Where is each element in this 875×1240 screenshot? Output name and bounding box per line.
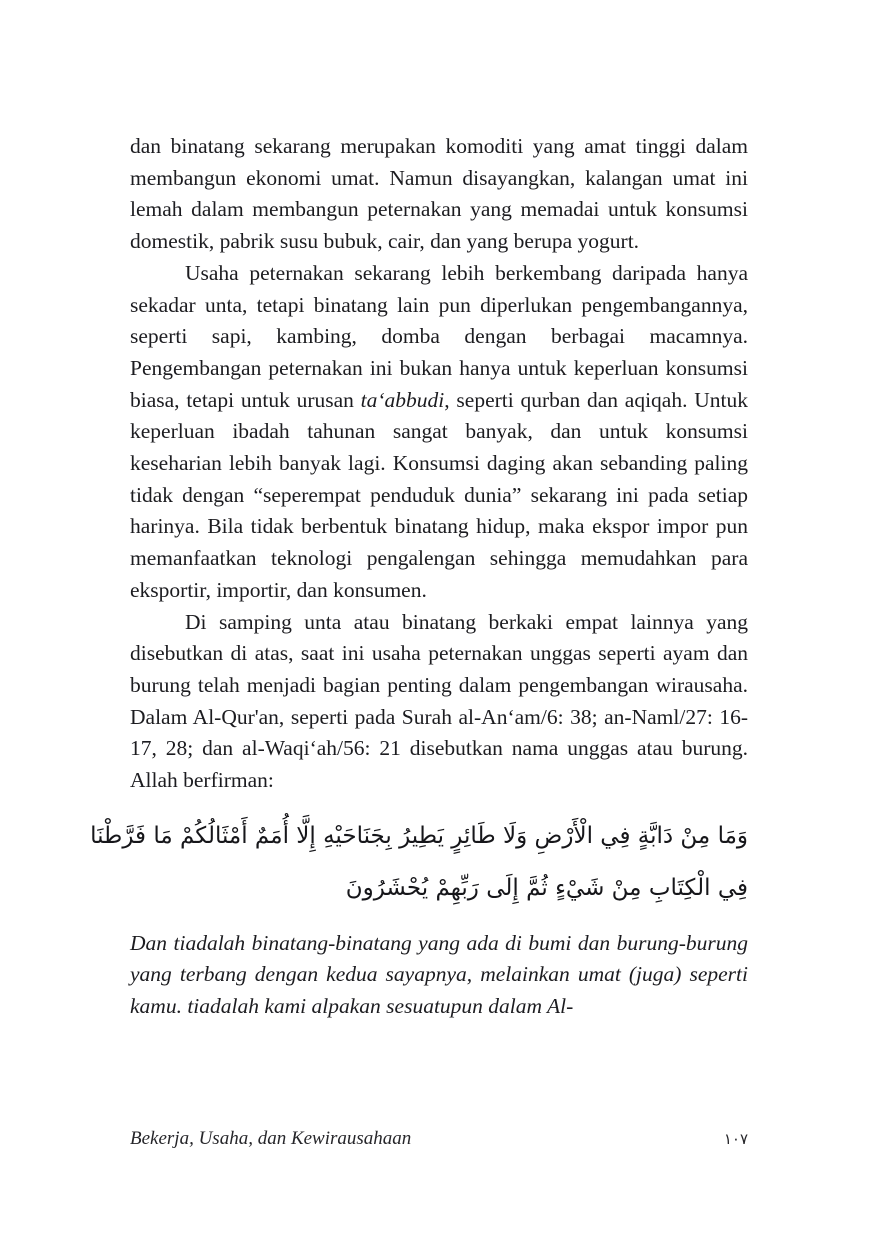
arabic-verse-line-2: فِي الْكِتَابِ مِنْ شَيْءٍ ثُمَّ إِلَى رَبِّهِمْ يُحْشَرُونَ xyxy=(345,874,748,901)
paragraph-2 xyxy=(130,258,748,607)
paragraph-2-text-b: , seperti qurban dan aqiqah. Untuk keperluan ibadah tahunan sangat banyak, dan untuk konsumsi keseharian lebih banyak lagi. Konsumsi daging akan sebanding paling tidak dengan “seperempat penduduk dunia” sekarang ini pada setiap harinya. Bila tidak berbentuk binatang hidup, maka ekspor impor pun memanfaatkan teknologi pengalengan sehingga memudahkan para eksportir, importir, dan konsumen. xyxy=(130,387,748,602)
paragraph-3: Di samping unta atau binatang berkaki empat lainnya yang disebutkan di atas, saat ini usaha peternakan unggas seperti ayam dan burung telah menjadi bagian penting dalam pengembangan wirausaha. Dalam Al-Qur'an, seperti pada Surah al-An‘am/6: 38; an-Naml/27: 16-17, 28; dan al-Waqi‘ah/56: 21 disebutkan nama unggas atau burung. Allah berfirman: xyxy=(130,609,748,793)
paragraph-2-text-a: Usaha peternakan sekarang lebih berkembang daripada hanya sekadar unta, tetapi binatang lain pun diperlukan pengembangannya, seperti sapi, kambing, domba dengan berbagai macamnya. Pengembangan peternakan ini bukan hanya untuk keperluan konsumsi biasa, tetapi untuk urusan xyxy=(130,260,748,412)
page-body-text xyxy=(90,131,748,1023)
page-number: ١٠٧ xyxy=(723,1130,748,1148)
paragraph-1: dan binatang sekarang merupakan komoditi yang amat tinggi dalam membangun ekonomi umat. Namun disayangkan, kalangan umat ini lemah dalam membangun peternakan yang memadai untuk konsumsi domestik, pabrik susu bubuk, cair, dan yang berupa yogurt. xyxy=(130,134,748,254)
running-book-title: Bekerja, Usaha, dan Kewirausahaan xyxy=(130,1128,412,1149)
page-footer xyxy=(130,1128,748,1150)
arabic-verse-line-1: وَمَا مِنْ دَابَّةٍ فِي الْأَرْضِ وَلَا طَائِرٍ يَطِيرُ بِجَنَاحَيْهِ إِلَّا أُمَمٌ أَمْثَالُكُمْ مَا فَرَّطْنَا xyxy=(90,822,748,849)
arabic-verse-block xyxy=(90,810,748,914)
paragraph-2-italic-term: ta‘abbudi xyxy=(360,387,445,412)
verse-translation: Dan tiadalah binatang-binatang yang ada di bumi dan burung-burung yang terbang dengan kedua sayapnya, melainkan umat (juga) seperti kamu. tiadalah kami alpakan sesuatupun dalam Al- xyxy=(130,930,748,1019)
